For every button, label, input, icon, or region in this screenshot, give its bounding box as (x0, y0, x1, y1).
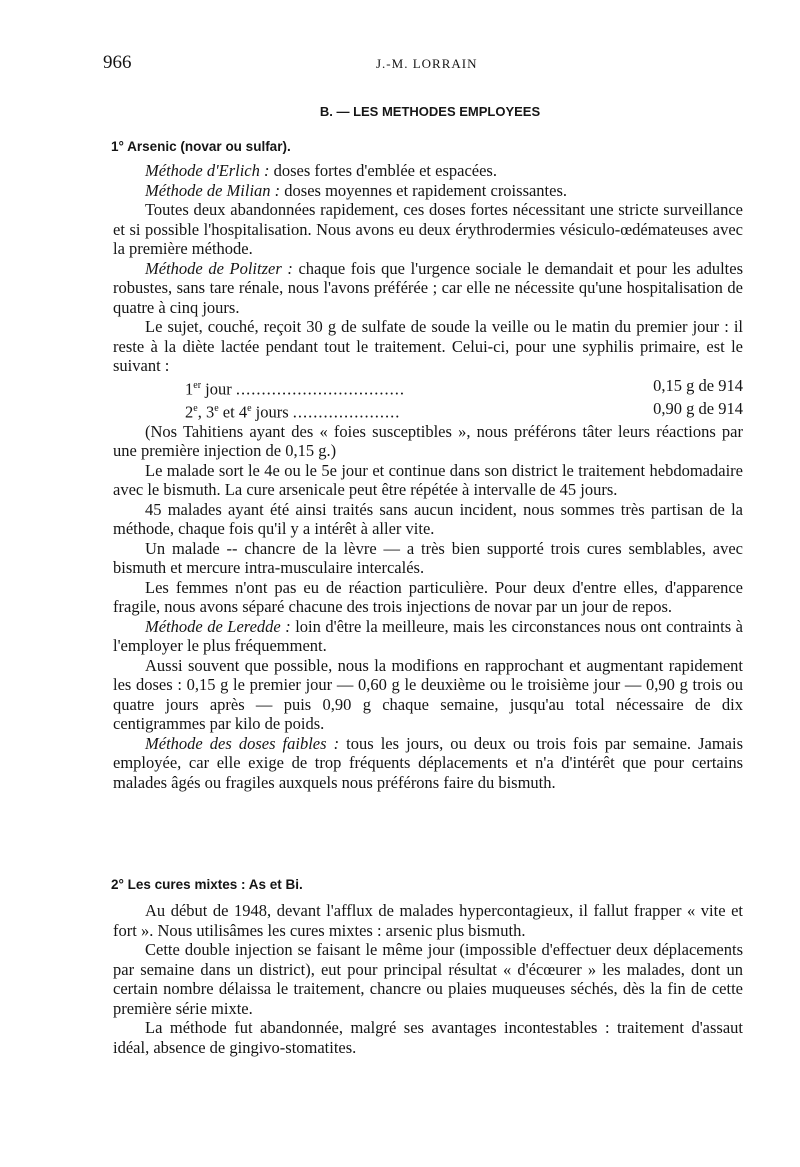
method-text-leredde: loin d'être la meilleure, mais les circonstances nous ont contraints à l'employer le plus fréquemment. (113, 616, 743, 655)
method-text-erlich: doses fortes d'emblée et espacées. (269, 161, 497, 180)
cures-mixtes-body (113, 901, 743, 1057)
method-label-politzer: Méthode de Politzer : (145, 258, 293, 278)
page-number: 966 (103, 52, 132, 73)
method-text-doses-faibles: tous les jours, ou deux ou trois fois par semaine. Jamais employée, car elle exige de trop fréquents déplacements et n'a d'intérêt que pour certains malades âgés ou fragiles auxquels nous préférons faire du bismuth. (113, 733, 743, 792)
paragraph-femmes: Les femmes n'ont pas eu de réaction particulière. Pour deux d'entre elles, d'apparence fragile, nous avons séparé chacune des trois injections de novar par un jour de repos. (113, 577, 743, 616)
paragraph-la-methode: La méthode fut abandonnée, malgré ses avantages incontestables : traitement d'assaut idéal, absence de gingivo-stomatites. (113, 1018, 743, 1057)
paragraph-leredde (113, 617, 743, 656)
paragraph-politzer (113, 259, 743, 318)
paragraph-doses-faibles (113, 734, 743, 793)
paragraph-sujet: Le sujet, couché, reçoit 30 g de sulfate de soude la veille ou le matin du premier jour : il reste à la diète lactée pendant tout le traitement. Celui-ci, pour une syphilis primaire, est le suivant : (113, 317, 743, 375)
paragraph-tahitiens: (Nos Tahitiens ayant des « foies susceptibles », nous préférons tâter leurs réactions par une première injection de 0,15 g.) (113, 421, 743, 460)
method-label-leredde: Méthode de Leredde : (145, 616, 291, 636)
method-label-doses-faibles: Méthode des doses faibles : (145, 733, 340, 753)
paragraph-toutes: Toutes deux abandonnées rapidement, ces doses fortes nécessitant une stricte surveillance et si possible l'hospitalisation. Nous avons eu deux érythrodermies vésiculo-œdémateuses avec la première méthode. (113, 200, 743, 258)
paragraph-cette: Cette double injection se faisant le même jour (impossible d'effectuer deux déplacements par semaine dans un district), eut pour principal résultat « d'écœurer » les malades, dont un certain nombre délaissa le traitement, chancre ou plaies muqueuses séchés, dès la fin de cette première série mixte. (113, 940, 743, 1018)
paragraph-milian (113, 181, 743, 201)
subsection-title-cures-mixtes: 2° Les cures mixtes : As et Bi. (111, 877, 303, 892)
dose-value-1: 0,15 g de 914 (653, 375, 743, 395)
method-text-milian: doses moyennes et rapidement croissantes. (280, 180, 568, 200)
dose-row-1 (113, 376, 743, 399)
subsection-title-arsenic: 1° Arsenic (novar ou sulfar). (111, 139, 291, 154)
arsenic-body (113, 161, 743, 792)
paragraph-debut: Au début de 1948, devant l'afflux de malades hypercontagieux, il fallut frapper « vite et fort ». Nous utilisâmes les cures mixtes : arsenic plus bismuth. (113, 901, 743, 940)
dose-row-2 (113, 399, 743, 422)
dose-label-1: 1er jour ................................. (185, 379, 405, 398)
paragraph-45-malades: 45 malades ayant été ainsi traités sans aucun incident, nous sommes très partisan de la méthode, chaque fois qu'il y a intérêt à aller vite. (113, 499, 743, 538)
dose-value-2: 0,90 g de 914 (653, 398, 743, 418)
method-label-milian: Méthode de Milian : (145, 180, 281, 200)
paragraph-aussi: Aussi souvent que possible, nous la modifions en rapprochant et augmentant rapidement les doses : 0,15 g le premier jour — 0,60 g le deuxième ou le troisième jour — 0,90 g trois ou quatre jours après — puis 0,90 g chaque semaine, jusqu'au total nécessaire de dix centigrammes par kilo de poids. (113, 655, 743, 733)
section-title: B. — LES METHODES EMPLOYEES (319, 104, 541, 119)
paragraph-erlich (113, 161, 743, 181)
dose-label-2: 2e, 3e et 4e jours ..................... (185, 402, 401, 421)
paragraph-malade-sort: Le malade sort le 4e ou le 5e jour et continue dans son district le traitement hebdomadaire avec le bismuth. La cure arsenicale peut être répétée à intervalle de 45 jours. (113, 460, 743, 499)
paragraph-un-malade: Un malade -- chancre de la lèvre — a très bien supporté trois cures semblables, avec bismuth et mercure intra-musculaire intercalés. (113, 538, 743, 577)
method-text-politzer: chaque fois que l'urgence sociale le demandait et pour les adultes robustes, sans tare rénale, nous l'avons préférée ; car elle ne nécessite qu'une hospitalisation de quatre à cinq jours. (113, 258, 743, 317)
method-label-erlich: Méthode d'Erlich : (145, 161, 270, 180)
running-header-author: J.-M. LORRAIN (376, 56, 478, 71)
